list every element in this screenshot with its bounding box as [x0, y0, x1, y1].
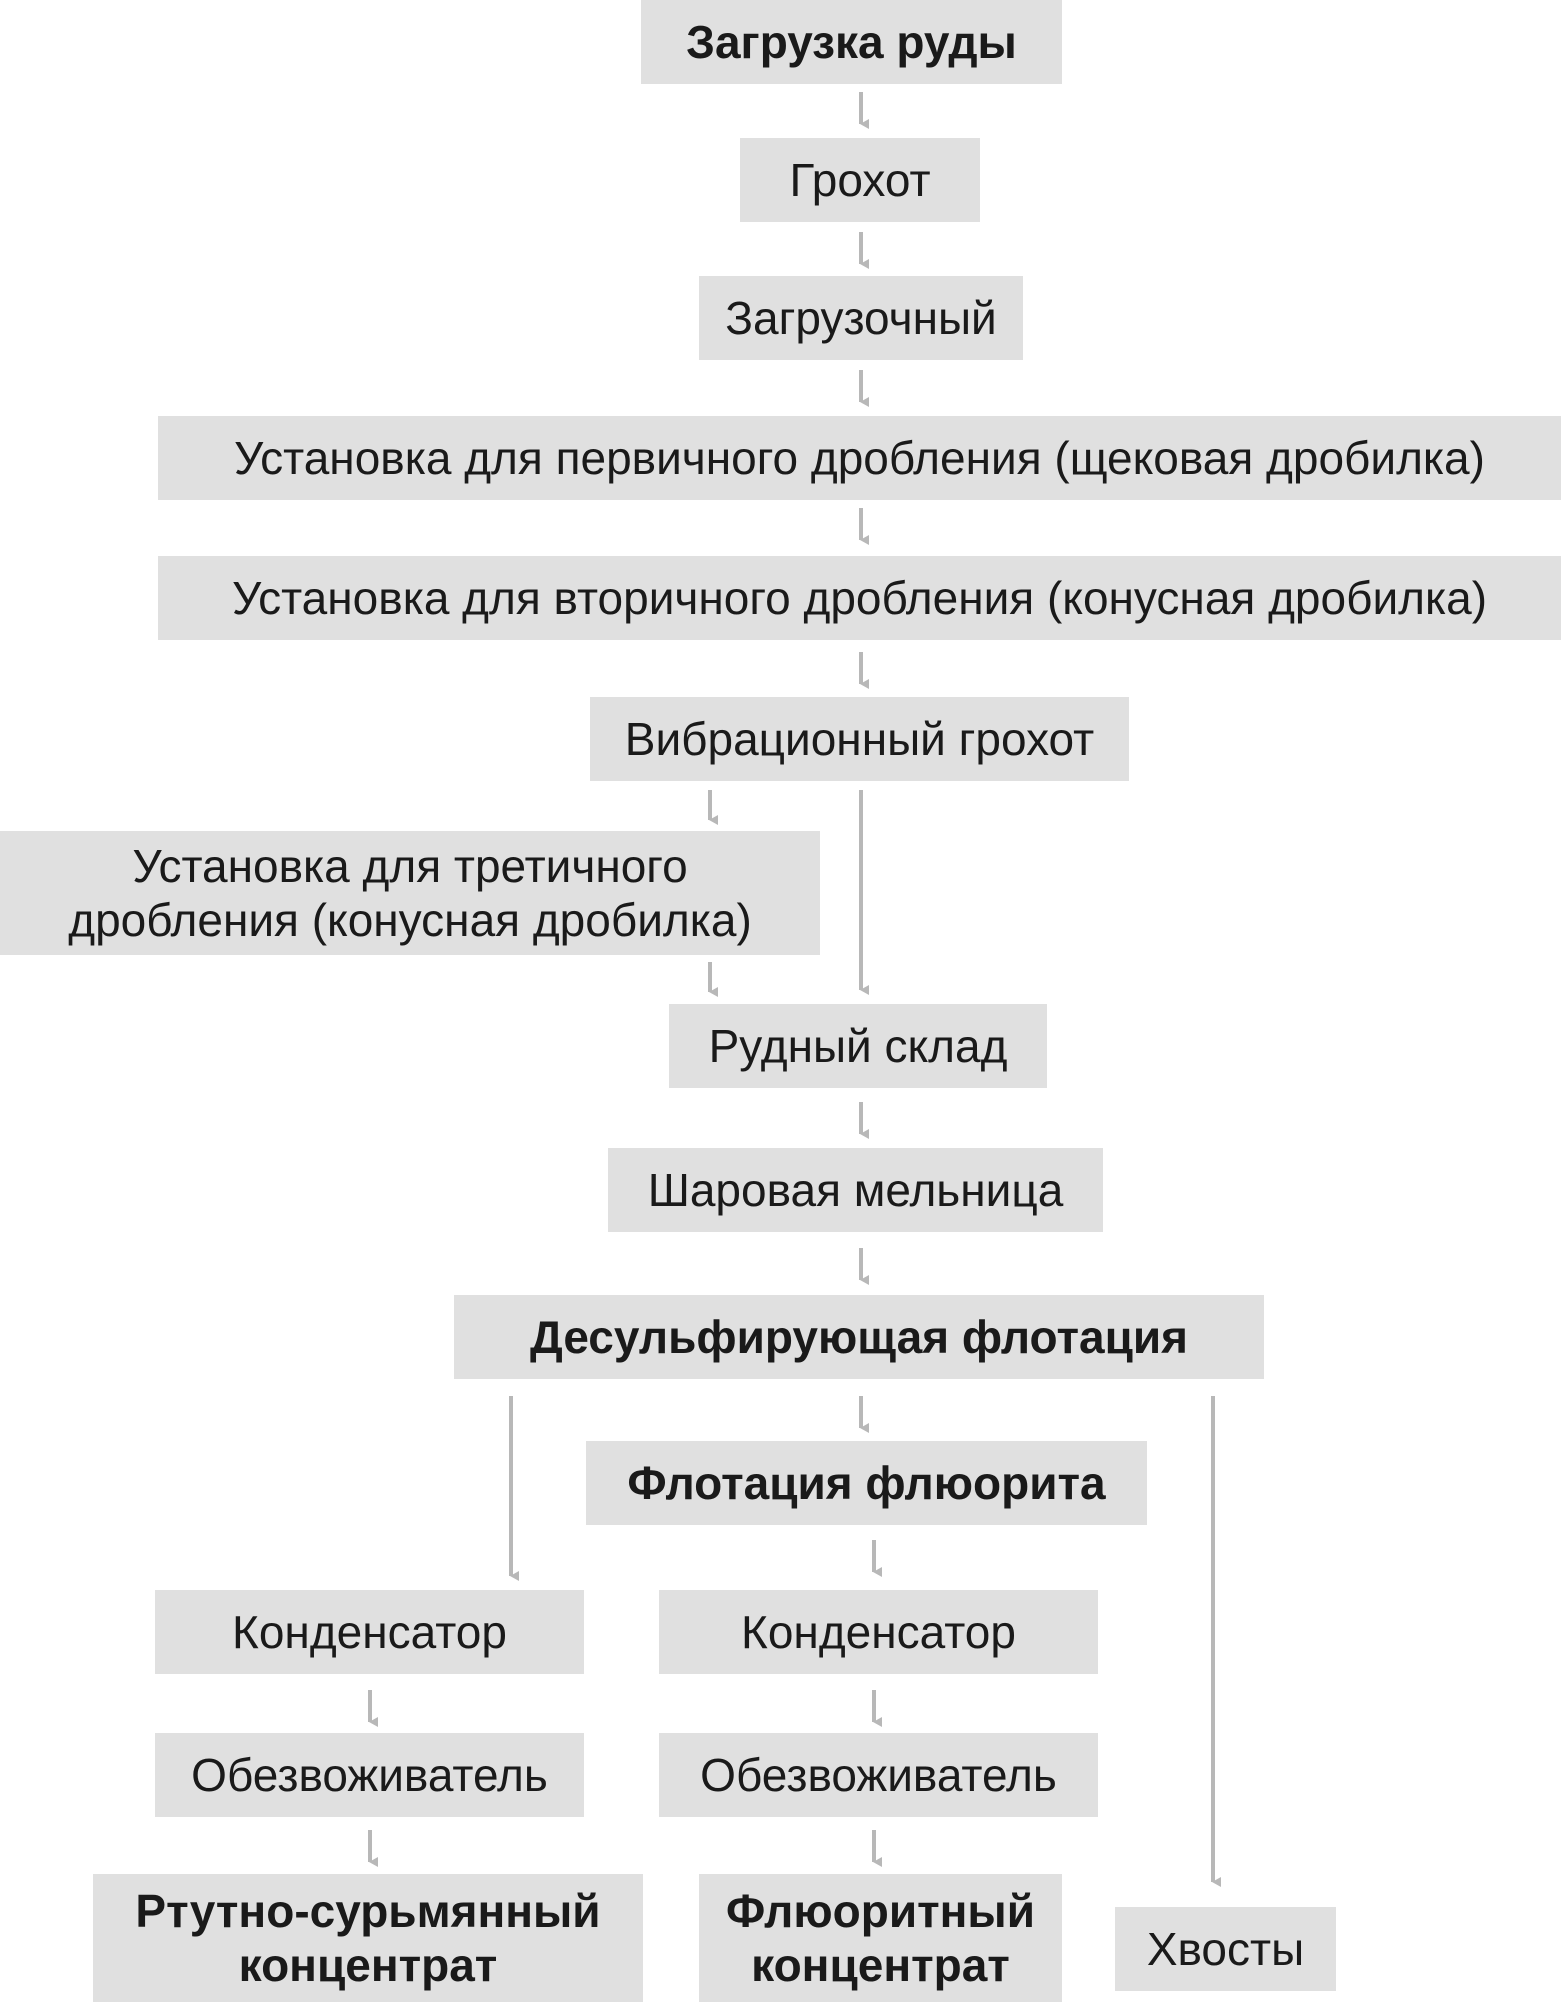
node-ore-storage: Рудный склад [669, 1004, 1047, 1088]
node-ore-loading: Загрузка руды [641, 0, 1062, 84]
node-tailings: Хвосты [1115, 1907, 1336, 1991]
node-condenser-right: Конденсатор [659, 1590, 1098, 1674]
node-hg-sb-concentrate-line1: Ртутно-сурьмянный [135, 1884, 601, 1937]
node-fluorite-concentrate-line1: Флюоритный [726, 1884, 1035, 1937]
node-vibrating-screen: Вибрационный грохот [590, 697, 1129, 781]
node-hg-sb-concentrate [93, 1874, 643, 2002]
node-fluorite-concentrate [699, 1874, 1062, 2002]
node-tertiary-crushing [0, 831, 820, 955]
node-dewaterer-right: Обезвоживатель [659, 1733, 1098, 1817]
node-primary-crushing: Установка для первичного дробления (щековая дробилка) [158, 416, 1561, 500]
node-ball-mill: Шаровая мельница [608, 1148, 1103, 1232]
node-desulfurizing-flotation: Десульфирующая флотация [454, 1295, 1264, 1379]
node-tertiary-crushing-line1: Установка для третичного [132, 839, 688, 892]
node-fluorite-flotation: Флотация флюорита [586, 1441, 1147, 1525]
node-tertiary-crushing-line2: дробления (конусная дробилка) [68, 894, 752, 946]
node-loader: Загрузочный [699, 276, 1023, 360]
node-hg-sb-concentrate-line2: концентрат [238, 1939, 498, 1991]
node-fluorite-concentrate-line2: концентрат [751, 1939, 1010, 1991]
node-screen: Грохот [740, 138, 980, 222]
node-dewaterer-left: Обезвоживатель [155, 1733, 584, 1817]
node-condenser-left: Конденсатор [155, 1590, 584, 1674]
node-secondary-crushing: Установка для вторичного дробления (конусная дробилка) [158, 556, 1561, 640]
